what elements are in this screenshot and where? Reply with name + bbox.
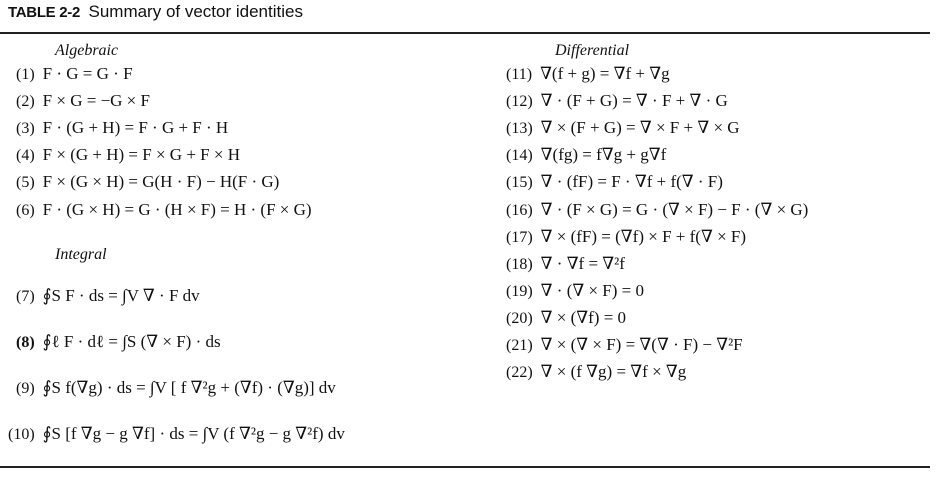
- identity-number: (4): [16, 147, 35, 164]
- identity-row: [506, 200, 808, 220]
- identity-row: [16, 118, 228, 138]
- identity-equation: ∇(fg) = f∇g + g∇f: [540, 145, 667, 164]
- identity-equation: ∇ × (fF) = (∇f) × F + f(∇ × F): [540, 227, 747, 246]
- identity-equation: F × (G + H) = F × G + F × H: [42, 145, 240, 164]
- table-title: [8, 2, 303, 26]
- bottom-rule: [0, 466, 930, 468]
- identity-number: (5): [16, 174, 35, 191]
- identity-row: [506, 145, 666, 165]
- identity-equation: F × (G × H) = G(H · F) − H(F · G): [42, 172, 280, 191]
- identity-number: (3): [16, 120, 35, 137]
- identity-equation: ∇ · (F × G) = G · (∇ × F) − F · (∇ × G): [540, 200, 809, 219]
- integral-title: Integral: [55, 246, 107, 263]
- differential-title: Differential: [555, 42, 630, 59]
- identity-number: (13): [506, 120, 533, 137]
- identity-equation: ∇ × (f ∇g) = ∇f × ∇g: [540, 362, 687, 381]
- table-caption: Summary of vector identities: [88, 2, 303, 21]
- identity-equation: ∇(f + g) = ∇f + ∇g: [540, 64, 670, 83]
- identity-row: [506, 362, 686, 382]
- identity-number: (2): [16, 93, 35, 110]
- identity-equation: ∇ × (F + G) = ∇ × F + ∇ × G: [540, 118, 740, 137]
- identity-number: (10): [8, 426, 35, 443]
- identity-equation: ∇ · (fF) = F · ∇f + f(∇ · F): [540, 172, 723, 191]
- identity-number: (11): [506, 66, 533, 83]
- identity-row: [16, 200, 312, 220]
- identity-row: [506, 308, 626, 328]
- identity-number: (1): [16, 66, 35, 83]
- identity-equation: F · (G × H) = G · (H × F) = H · (F × G): [42, 200, 312, 219]
- identity-row: [16, 332, 221, 352]
- identity-equation: F · (G + H) = F · G + F · H: [42, 118, 229, 137]
- identity-row: [506, 172, 723, 192]
- identity-row: [16, 378, 336, 398]
- table-label: TABLE 2-2: [8, 4, 81, 21]
- identity-number: (6): [16, 202, 35, 219]
- identity-number: (20): [506, 310, 533, 327]
- identity-equation: ∮S [f ∇g − g ∇f] · ds = ∫V (f ∇²g − g ∇²f) dv: [42, 424, 345, 443]
- identity-equation: ∇ × (∇ × F) = ∇(∇ · F) − ∇²F: [540, 335, 743, 354]
- identity-equation: ∮ℓ F · dℓ = ∫S (∇ × F) · ds: [42, 332, 221, 351]
- identity-number: (22): [506, 364, 533, 381]
- identity-equation: ∮S f(∇g) · ds = ∫V [ f ∇²g + (∇f) · (∇g)] dv: [42, 378, 336, 397]
- identity-number: (19): [506, 283, 533, 300]
- identity-equation: ∇ · ∇f = ∇²f: [540, 254, 625, 273]
- identity-row: [16, 91, 150, 111]
- identity-row: [16, 286, 200, 306]
- identity-number: (18): [506, 256, 533, 273]
- top-rule: [0, 32, 930, 34]
- identity-equation: ∇ · (∇ × F) = 0: [540, 281, 645, 300]
- identity-equation: F × G = −G × F: [42, 91, 150, 110]
- identity-row: [16, 172, 279, 192]
- identity-row: [506, 64, 670, 84]
- identity-number: (7): [16, 288, 35, 305]
- identity-row: [506, 281, 644, 301]
- identity-number: (15): [506, 174, 533, 191]
- identity-number: (14): [506, 147, 533, 164]
- identity-row: [506, 254, 625, 274]
- identity-row: [16, 145, 240, 165]
- algebraic-title: Algebraic: [55, 42, 119, 59]
- identity-equation: ∇ · (F + G) = ∇ · F + ∇ · G: [540, 91, 728, 110]
- identity-row: [506, 227, 746, 247]
- identity-equation: F · G = G · F: [42, 64, 133, 83]
- identity-number: (21): [506, 337, 533, 354]
- identity-row: [506, 118, 740, 138]
- identity-number: (16): [506, 202, 533, 219]
- identity-row: [506, 335, 743, 355]
- identity-row: [16, 64, 133, 84]
- identity-number: (8): [16, 334, 35, 351]
- identity-number: (9): [16, 380, 35, 397]
- identity-row: [506, 91, 728, 111]
- identity-row: [8, 424, 345, 444]
- identity-equation: ∮S F · ds = ∫V ∇ · F dv: [42, 286, 200, 305]
- identity-number: (12): [506, 93, 533, 110]
- identity-equation: ∇ × (∇f) = 0: [540, 308, 627, 327]
- identity-number: (17): [506, 229, 533, 246]
